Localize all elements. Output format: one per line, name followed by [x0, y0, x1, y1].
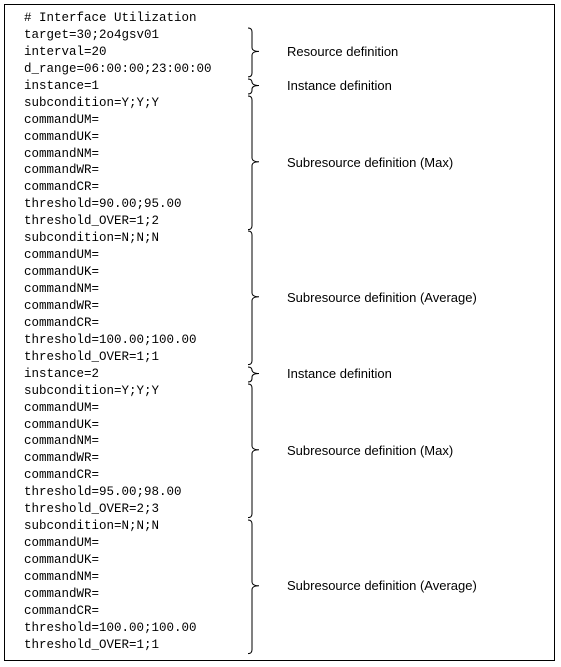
code-line: commandUM=	[24, 400, 100, 415]
code-line: commandUK=	[24, 553, 100, 567]
code-line: commandNM=	[24, 282, 100, 296]
code-line: interval=20	[24, 44, 107, 59]
code-line: instance=1	[24, 78, 100, 93]
code-line: threshold=100.00;100.00	[24, 620, 197, 635]
code-line: threshold_OVER=1;2	[24, 214, 160, 229]
annotation-label: Resource definition	[287, 44, 399, 60]
code-line: commandWR=	[24, 163, 100, 178]
code-line: subcondition=N;N;N	[24, 231, 160, 246]
code-line: # Interface Utilization	[24, 11, 197, 25]
code-line: threshold_OVER=1;1	[24, 349, 160, 364]
annotation-label: Instance definition	[287, 366, 392, 382]
code-line: threshold=90.00;95.00	[24, 197, 182, 212]
curly-brace	[247, 366, 261, 383]
curly-brace	[247, 519, 261, 655]
code-line: commandNM=	[24, 569, 100, 584]
code-line: commandUM=	[24, 112, 100, 127]
code-line: commandWR=	[24, 451, 100, 466]
code-line: target=30;2o4gsv01	[24, 27, 160, 42]
code-line: d_range=06:00:00;23:00:00	[24, 61, 212, 76]
code-line: commandNM=	[24, 434, 100, 449]
code-line: commandCR=	[24, 603, 100, 618]
annotation-label: Subresource definition (Average)	[287, 578, 477, 594]
annotation-label: Subresource definition (Max)	[287, 154, 454, 170]
code-line: commandWR=	[24, 586, 100, 601]
code-line: commandWR=	[24, 298, 100, 313]
code-line: threshold=100.00;100.00	[24, 332, 197, 347]
curly-brace	[247, 383, 261, 519]
code-line: threshold_OVER=2;3	[24, 502, 160, 517]
code-line: commandCR=	[24, 315, 100, 330]
annotation-label: Subresource definition (Average)	[287, 290, 477, 306]
code-line: subcondition=N;N;N	[24, 519, 160, 534]
code-line: threshold_OVER=1;1	[24, 637, 160, 652]
code-line: commandUK=	[24, 417, 100, 432]
code-line: commandUK=	[24, 129, 100, 144]
code-line: instance=2	[24, 366, 100, 381]
annotation-label: Instance definition	[287, 78, 392, 94]
code-line: commandUM=	[24, 248, 100, 263]
curly-brace	[247, 230, 261, 366]
curly-brace	[247, 27, 261, 78]
config-code-block	[24, 10, 212, 654]
curly-brace	[247, 78, 261, 95]
code-line: commandCR=	[24, 468, 100, 483]
code-line: subcondition=Y;Y;Y	[24, 95, 160, 110]
code-line: threshold=95.00;98.00	[24, 485, 182, 500]
curly-brace	[247, 95, 261, 231]
code-line: commandCR=	[24, 180, 100, 195]
code-line: subcondition=Y;Y;Y	[24, 383, 160, 398]
annotation-label: Subresource definition (Max)	[287, 442, 454, 458]
code-line: commandUK=	[24, 265, 100, 280]
code-line: commandUM=	[24, 536, 100, 551]
code-line: commandNM=	[24, 146, 100, 161]
